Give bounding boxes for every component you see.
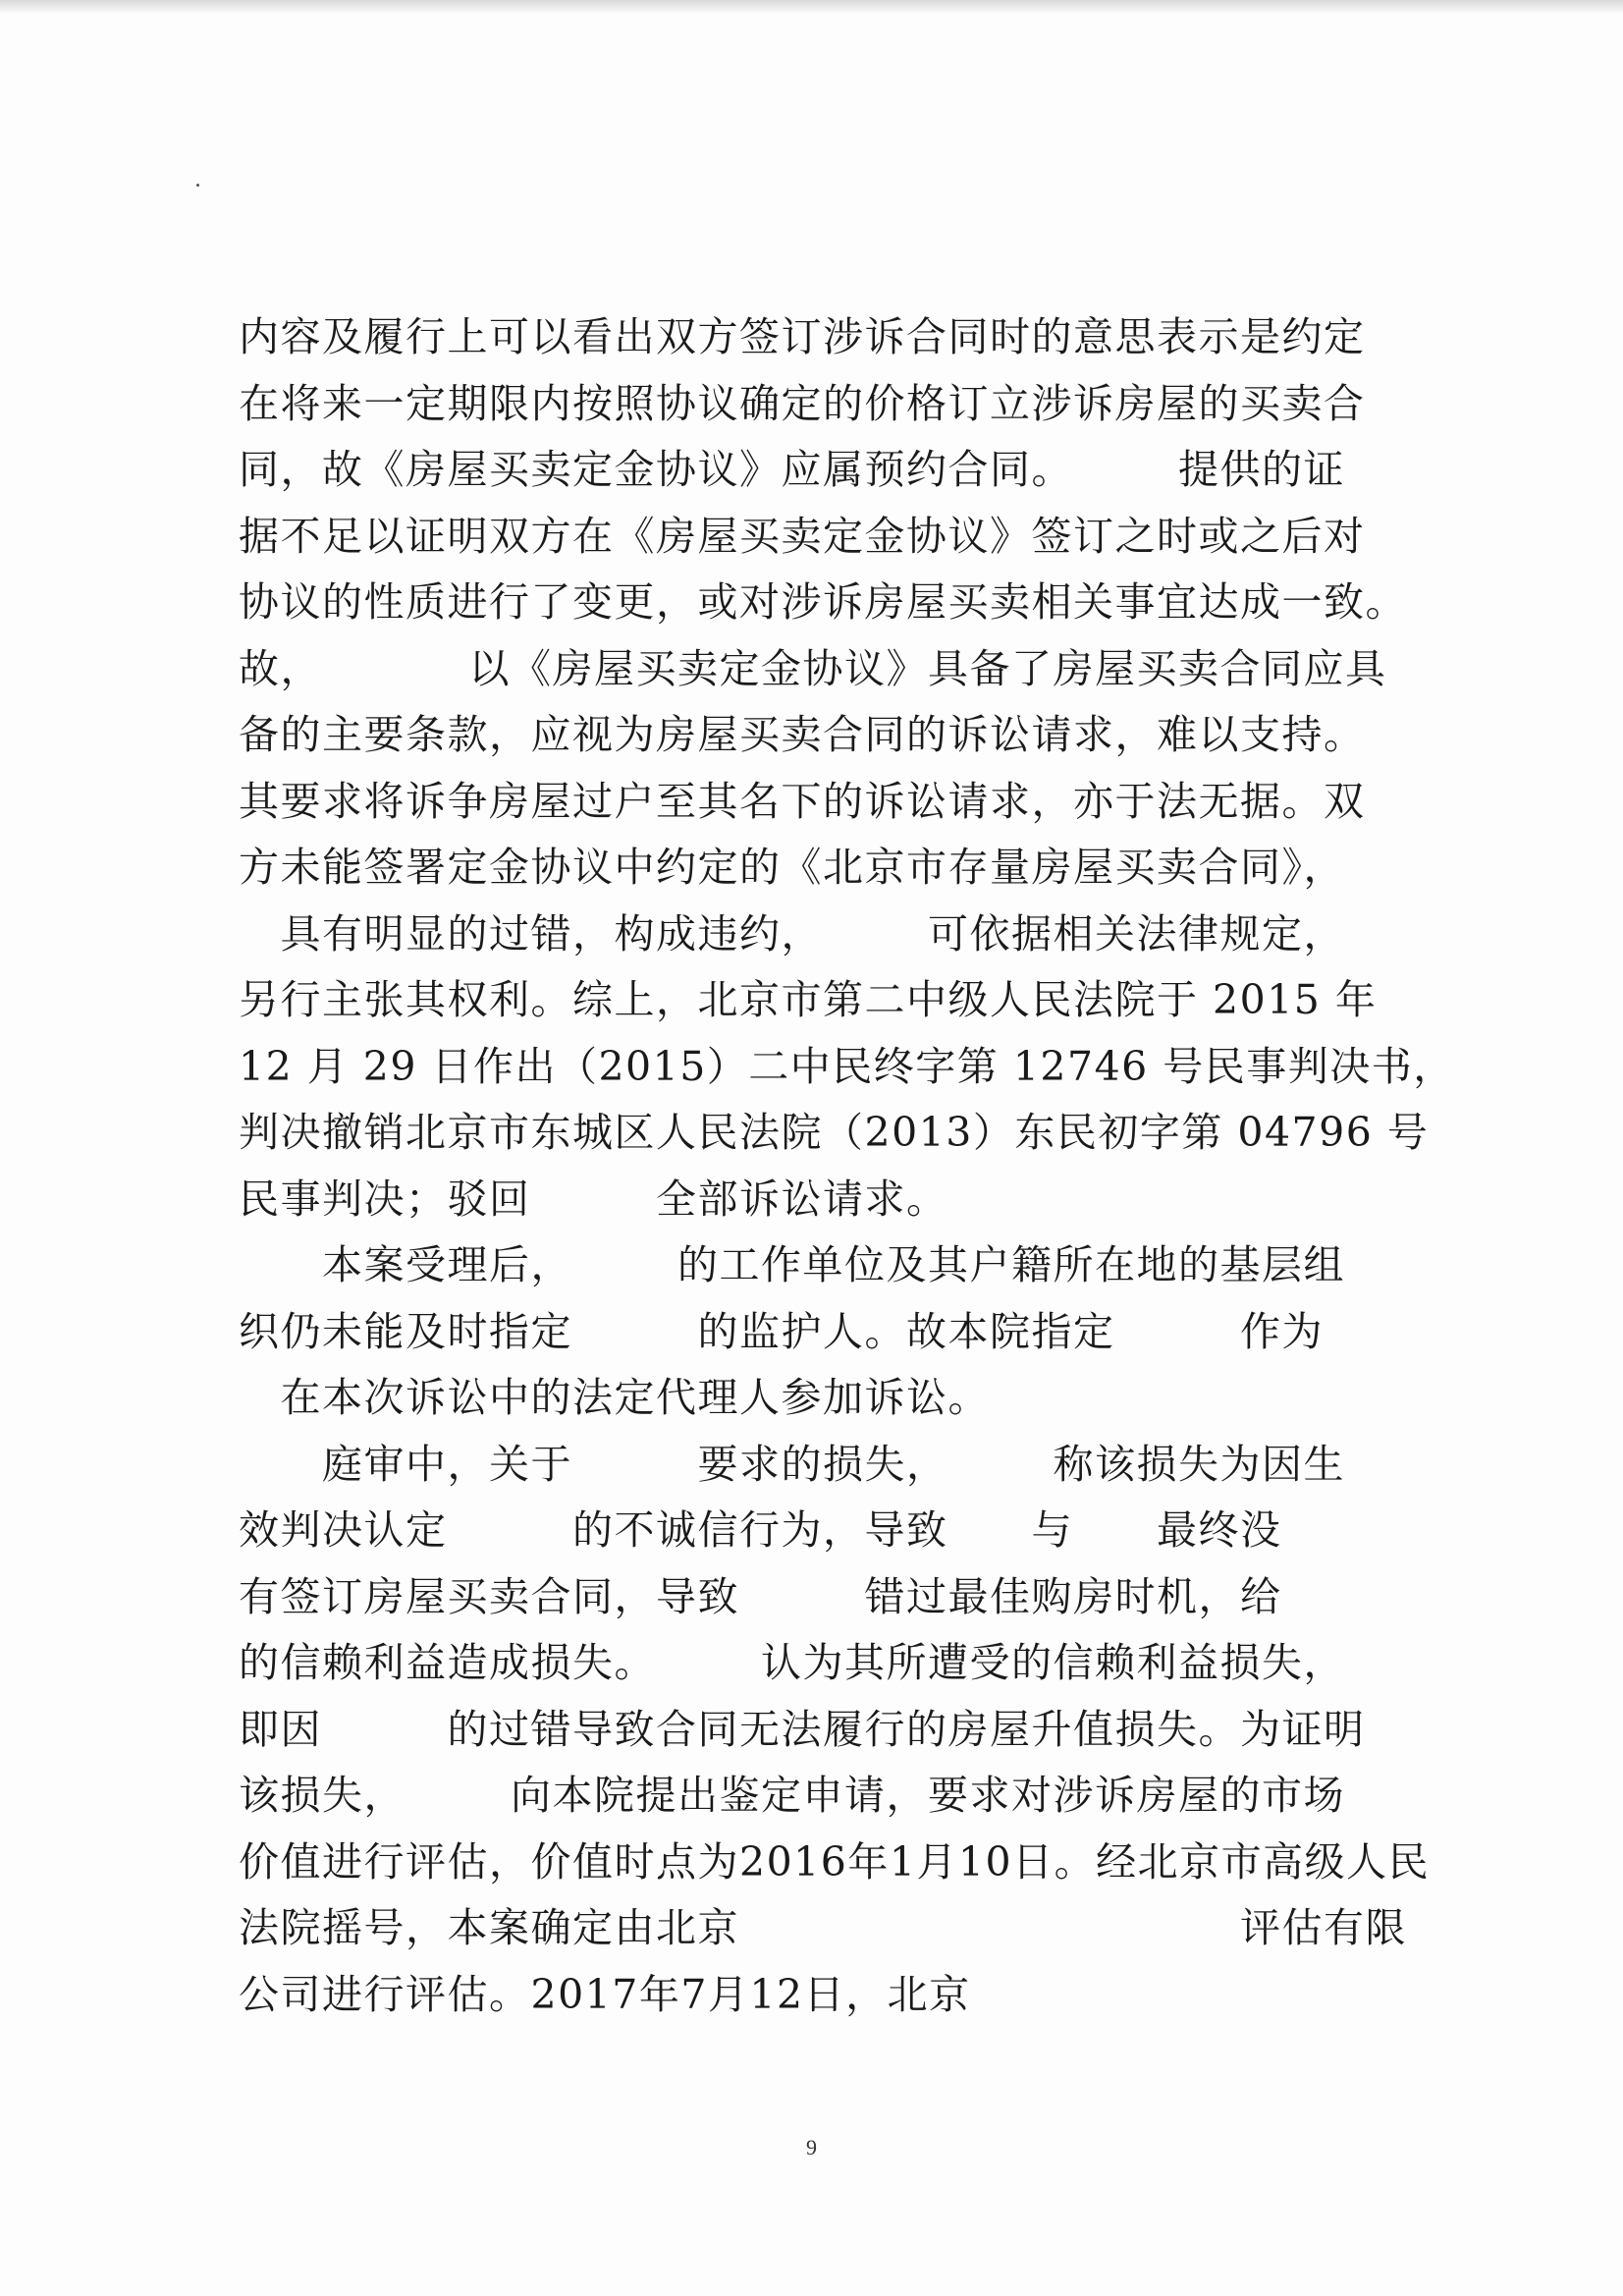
scan-speck bbox=[196, 184, 199, 187]
text-line: 在将来一定期限内按照协议确定的价格订立涉诉房屋的买卖合 bbox=[239, 379, 1366, 427]
text-line: 据不足以证明双方在《房屋买卖定金协议》签订之时或之后对 bbox=[239, 512, 1366, 560]
text-line: 在本次诉讼中的法定代理人参加诉讼。 bbox=[239, 1374, 990, 1421]
text-line: 其要求将诉争房屋过户至其名下的诉讼请求，亦于法无据。双 bbox=[239, 777, 1366, 825]
text-line: 法院摇号，本案确定由北京 评估有限 bbox=[239, 1904, 1407, 1951]
text-line: 协议的性质进行了变更，或对涉诉房屋买卖相关事宜达成一致。 bbox=[239, 578, 1407, 626]
text-line: 即因 的过错导致合同无法履行的房屋升值损失。为证明 bbox=[239, 1705, 1366, 1753]
text-line: 效判决认定 的不诚信行为，导致 与 最终没 bbox=[239, 1506, 1282, 1554]
text-line: 具有明显的过错，构成违约， 可依据相关法律规定， bbox=[239, 909, 1345, 957]
text-line: 的信赖利益造成损失。 认为其所遭受的信赖利益损失， bbox=[239, 1639, 1345, 1686]
text-line: 织仍未能及时指定 的监护人。故本院指定 作为 bbox=[239, 1307, 1324, 1355]
text-line: 本案受理后， 的工作单位及其户籍所在地的基层组 bbox=[239, 1241, 1345, 1288]
text-line: 内容及履行上可以看出双方签订涉诉合同时的意思表示是约定 bbox=[239, 313, 1366, 360]
text-line: 12 月 29 日作出（2015）二中民终字第 12746 号民事判决书， bbox=[239, 1042, 1455, 1090]
text-line: 该损失， 向本院提出鉴定申请，要求对涉诉房屋的市场 bbox=[239, 1772, 1345, 1819]
page-number: 9 bbox=[806, 2135, 817, 2159]
text-line: 备的主要条款，应视为房屋买卖合同的诉讼请求，难以支持。 bbox=[239, 711, 1366, 758]
text-line: 同，故《房屋买卖定金协议》应属预约合同。 提供的证 bbox=[239, 446, 1345, 493]
text-line: 民事判决；驳回 全部诉讼请求。 bbox=[239, 1175, 948, 1223]
text-line: 故， 以《房屋买卖定金协议》具备了房屋买卖合同应具 bbox=[239, 644, 1387, 692]
document-body bbox=[239, 304, 1455, 2028]
text-line: 判决撤销北京市东城区人民法院（2013）东民初字第 04796 号 bbox=[239, 1109, 1430, 1156]
text-line: 公司进行评估。2017年7月12日，北京 bbox=[239, 1970, 971, 2018]
text-line: 有签订房屋买卖合同，导致 错过最佳购房时机，给 bbox=[239, 1572, 1282, 1620]
text-line: 庭审中，关于 要求的损失， 称该损失为因生 bbox=[239, 1440, 1345, 1488]
scan-top-edge bbox=[0, 0, 1623, 14]
text-line: 方未能签署定金协议中约定的《北京市存量房屋买卖合同》， bbox=[239, 844, 1345, 891]
text-line: 价值进行评估，价值时点为2016年1月10日。经北京市高级人民 bbox=[239, 1837, 1431, 1886]
text-line: 另行主张其权利。综上，北京市第二中级人民法院于 2015 年 bbox=[239, 976, 1378, 1023]
